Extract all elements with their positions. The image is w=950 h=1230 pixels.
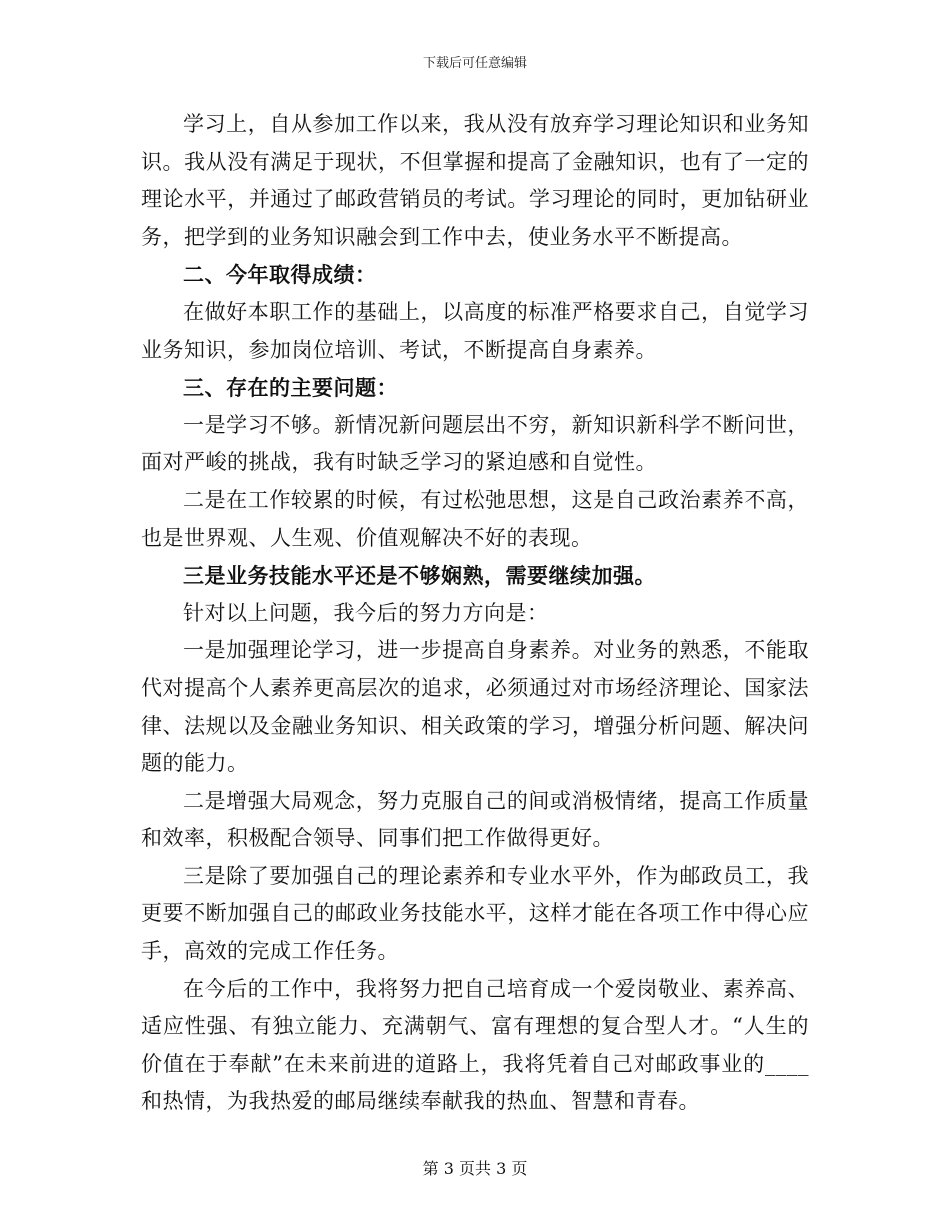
paragraph: 在今后的工作中，我将努力把自己培育成一个爱岗敬业、素养高、适应性强、有独立能力、充满朝气、富有理想的复合型人才。“人生的价值在于奉献”在未来前进的道路上，我将凭着自己对邮政事业的____和热情，为我热爱的邮局继续奉献我的热血、智慧和青春。	[141, 976, 809, 1114]
page-header: 下载后可任意编辑	[422, 56, 527, 71]
page-footer: 第 3 页共 3 页	[422, 1159, 528, 1178]
paragraph: 一是学习不够。新情况新问题层出不穷，新知识新科学不断问世，面对严峻的挑战，我有时缺乏学习的紧迫感和自觉性。	[141, 412, 809, 475]
section-heading: 二、今年取得成绩：	[183, 262, 377, 288]
paragraph: 一是加强理论学习，进一步提高自身素养。对业务的熟悉，不能取代对提高个人素养更高层次的追求，必须通过对市场经济理论、国家法律、法规以及金融业务知识、相关政策的学习，增强分析问题、解决问题的能力。	[141, 638, 809, 776]
document-body	[141, 106, 809, 1121]
paragraph: 二是增强大局观念，努力克服自己的间或消极情绪，提高工作质量和效率，积极配合领导、同事们把工作做得更好。	[141, 788, 809, 851]
paragraph: 三是除了要加强自己的理论素养和专业水平外，作为邮政员工，我更要不断加强自己的邮政业务技能水平，这样才能在各项工作中得心应手，高效的完成工作任务。	[141, 863, 809, 964]
paragraph: 学习上，自从参加工作以来，我从没有放弃学习理论知识和业务知识。我从没有满足于现状，不但掌握和提高了金融知识，也有了一定的理论水平，并通过了邮政营销员的考试。学习理论的同时，更加钻研业务，把学到的业务知识融会到工作中去，使业务水平不断提高。	[141, 112, 809, 249]
paragraph: 针对以上问题，我今后的努力方向是：	[183, 600, 549, 625]
paragraph: 二是在工作较累的时候，有过松弛思想，这是自己政治素养不高，也是世界观、人生观、价值观解决不好的表现。	[141, 487, 809, 550]
bold-paragraph: 三是业务技能水平还是不够娴熟，需要继续加强。	[183, 563, 656, 589]
section-heading: 三、存在的主要问题：	[183, 375, 398, 401]
paragraph: 在做好本职工作的基础上，以高度的标准严格要求自己，自觉学习业务知识，参加岗位培训、考试，不断提高自身素养。	[141, 299, 809, 362]
